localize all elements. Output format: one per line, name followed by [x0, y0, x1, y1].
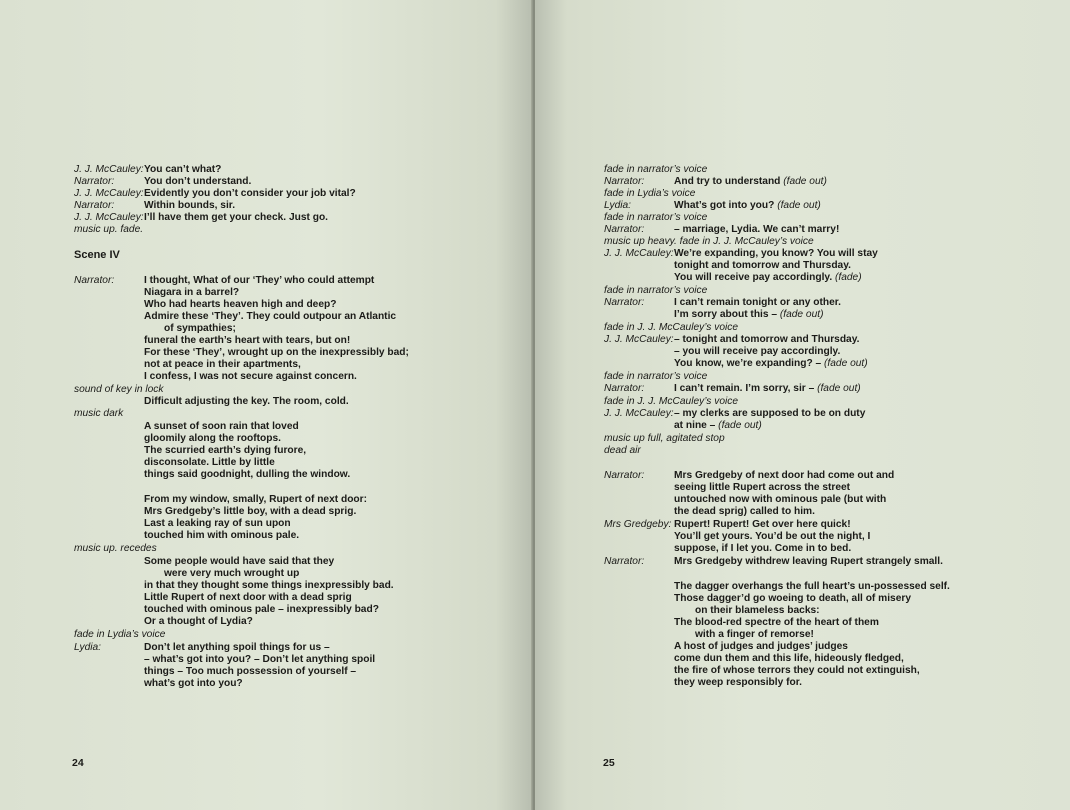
- direction-inline: (fade out): [824, 358, 868, 369]
- dialogue-line: You’ll get yours. You’d be out the night, I: [674, 531, 871, 542]
- direction-inline: (fade out): [718, 420, 762, 431]
- speaker-label: J. J. McCauley:: [604, 334, 674, 345]
- verse-line: gloomily along the rooftops.: [144, 433, 281, 444]
- dialogue-line: [674, 176, 827, 188]
- verse-line: in that they thought some things inexpressibly bad.: [144, 580, 394, 591]
- dialogue-line: Within bounds, sir.: [144, 200, 236, 211]
- dialogue-text: What’s got into you?: [674, 200, 775, 211]
- speaker-label: Narrator:: [604, 556, 645, 567]
- verse-line: I thought, What of our ‘They’ who could attempt: [144, 275, 375, 286]
- verse-line: Or a thought of Lydia?: [144, 616, 253, 627]
- verse-line: Mrs Gredgeby of next door had come out and: [674, 470, 895, 481]
- verse-line: not at peace in their apartments,: [144, 359, 301, 370]
- dialogue-line: [674, 358, 868, 370]
- direction-inline: (fade out): [783, 176, 827, 187]
- verse-line: Some people would have said that they: [144, 556, 335, 567]
- dialogue-line: suppose, if I let you. Come in to bed.: [674, 543, 852, 554]
- verse-line: Who had hearts heaven high and deep?: [144, 299, 337, 310]
- dialogue-line: [674, 309, 823, 321]
- dialogue-line: I can’t remain tonight or any other.: [674, 297, 841, 308]
- dialogue-text: I’m sorry about this –: [674, 309, 778, 320]
- verse-line: Mrs Gredgeby’s little boy, with a dead sprig.: [144, 506, 357, 517]
- dialogue-line: – tonight and tomorrow and Thursday.: [674, 334, 860, 345]
- dialogue-line: I’ll have them get your check. Just go.: [144, 212, 328, 223]
- verse-line: Difficult adjusting the key. The room, cold.: [144, 396, 349, 407]
- stage-direction: fade in J. J. McCauley’s voice: [604, 322, 739, 333]
- dialogue-line: Evidently you don’t consider your job vital?: [144, 188, 356, 199]
- dialogue-line: things – Too much possession of yourself –: [144, 666, 357, 677]
- verse-line: The blood-red spectre of the heart of them: [674, 617, 879, 628]
- verse-line: the dead sprig) called to him.: [674, 506, 815, 517]
- verse-line: were very much wrought up: [164, 568, 300, 579]
- stage-direction: fade in narrator’s voice: [604, 285, 708, 296]
- dialogue-text: at nine –: [674, 420, 716, 431]
- dialogue-line: [674, 420, 762, 432]
- verse-line: Niagara in a barrel?: [144, 287, 240, 298]
- direction-inline: (fade out): [777, 200, 821, 211]
- verse-line: come dun them and this life, hideously fledged,: [674, 653, 904, 664]
- stage-direction: fade in Lydia’s voice: [604, 188, 696, 199]
- dialogue-line: – marriage, Lydia. We can’t marry!: [674, 224, 840, 235]
- scene-heading: Scene IV: [74, 249, 120, 261]
- verse-line: touched him with ominous pale.: [144, 530, 300, 541]
- speaker-label: J. J. McCauley:: [604, 408, 674, 419]
- dialogue-text: You will receive pay accordingly.: [674, 272, 833, 283]
- dialogue-text: And try to understand: [674, 176, 781, 187]
- speaker-label: Narrator:: [604, 176, 645, 187]
- dialogue-line: – my clerks are supposed to be on duty: [674, 408, 866, 419]
- speaker-label: Narrator:: [604, 297, 645, 308]
- speaker-label: Lydia:: [604, 200, 632, 211]
- verse-line: funeral the earth’s heart with tears, but on!: [144, 335, 351, 346]
- verse-line: The dagger overhangs the full heart’s un-possessed self.: [674, 581, 950, 592]
- dialogue-line: tonight and tomorrow and Thursday.: [674, 260, 851, 271]
- stage-direction: fade in J. J. McCauley’s voice: [604, 396, 739, 407]
- page-number: 24: [72, 757, 84, 769]
- verse-line: they weep responsibly for.: [674, 677, 802, 688]
- verse-line: The scurried earth’s dying furore,: [144, 445, 307, 456]
- verse-line: Mrs Gredgeby withdrew leaving Rupert strangely small.: [674, 556, 943, 567]
- speaker-label: Lydia:: [74, 642, 102, 653]
- speaker-label: J. J. McCauley:: [74, 188, 144, 199]
- verse-line: the fire of whose terrors they could not extinguish,: [674, 665, 920, 676]
- dialogue-line: [674, 200, 821, 212]
- dialogue-text: I can’t remain. I’m sorry, sir –: [674, 383, 815, 394]
- speaker-label: Narrator:: [604, 383, 645, 394]
- direction-inline: (fade): [835, 272, 862, 283]
- stage-direction: fade in narrator’s voice: [604, 212, 708, 223]
- dialogue-line: Don’t let anything spoil things for us –: [144, 642, 330, 653]
- verse-line: Those dagger’d go woeing to death, all of misery: [674, 593, 911, 604]
- stage-direction: fade in Lydia’s voice: [74, 629, 166, 640]
- stage-direction: fade in narrator’s voice: [604, 371, 708, 382]
- dialogue-line: – what’s got into you? – Don’t let anything spoil: [144, 654, 376, 665]
- direction-inline: (fade out): [779, 309, 824, 320]
- left-page: [0, 0, 533, 810]
- dialogue-line: You can’t what?: [144, 164, 222, 175]
- stage-direction: music up full, agitated stop: [604, 433, 725, 444]
- verse-line: Little Rupert of next door with a dead sprig: [144, 592, 352, 603]
- stage-direction: dead air: [604, 445, 641, 456]
- verse-line: seeing little Rupert across the street: [674, 482, 851, 493]
- speaker-label: Narrator:: [74, 200, 115, 211]
- dialogue-line: what’s got into you?: [144, 678, 243, 689]
- speaker-label: Narrator:: [604, 470, 645, 481]
- dialogue-line: We’re expanding, you know? You will stay: [674, 248, 878, 259]
- stage-direction: music up. recedes: [74, 543, 157, 554]
- dialogue-line: – you will receive pay accordingly.: [674, 346, 841, 357]
- verse-line: of sympathies;: [164, 323, 236, 334]
- verse-line: touched with ominous pale – inexpressibly bad?: [144, 604, 379, 615]
- dialogue-line: Rupert! Rupert! Get over here quick!: [674, 519, 851, 530]
- stage-direction: sound of key in lock: [74, 384, 164, 395]
- speaker-label: Narrator:: [74, 275, 115, 286]
- verse-line: Last a leaking ray of sun upon: [144, 518, 291, 529]
- verse-line: A sunset of soon rain that loved: [144, 421, 299, 432]
- dialogue-line: You don’t understand.: [144, 176, 252, 187]
- stage-direction: music dark: [74, 408, 124, 419]
- right-page: [535, 0, 1070, 810]
- dialogue-text: You know, we’re expanding? –: [674, 358, 822, 369]
- speaker-label: Mrs Gredgeby:: [604, 519, 672, 530]
- speaker-label: J. J. McCauley:: [74, 212, 144, 223]
- verse-line: Admire these ‘They’. They could outpour an Atlantic: [144, 311, 397, 322]
- dialogue-line: [674, 272, 862, 284]
- verse-line: things said goodnight, dulling the window.: [144, 469, 351, 480]
- direction-inline: (fade out): [817, 383, 861, 394]
- verse-line: For these ‘They’, wrought up on the inexpressibly bad;: [144, 347, 409, 358]
- dialogue-line: [674, 383, 861, 395]
- stage-direction: music up heavy. fade in J. J. McCauley’s voice: [604, 236, 814, 247]
- speaker-label: Narrator:: [74, 176, 115, 187]
- stage-direction: music up. fade.: [74, 224, 144, 235]
- verse-line: I confess, I was not secure against concern.: [144, 371, 357, 382]
- speaker-label: J. J. McCauley:: [604, 248, 674, 259]
- verse-line: untouched now with ominous pale (but with: [674, 494, 887, 505]
- verse-line: From my window, smally, Rupert of next door:: [144, 494, 368, 505]
- speaker-label: Narrator:: [604, 224, 645, 235]
- page-number: 25: [603, 757, 615, 769]
- verse-line: disconsolate. Little by little: [144, 457, 275, 468]
- verse-line: on their blameless backs:: [695, 605, 820, 616]
- stage-direction: fade in narrator’s voice: [604, 164, 708, 175]
- verse-line: with a finger of remorse!: [695, 629, 814, 640]
- verse-line: A host of judges and judges’ judges: [674, 641, 848, 652]
- speaker-label: J. J. McCauley:: [74, 164, 144, 175]
